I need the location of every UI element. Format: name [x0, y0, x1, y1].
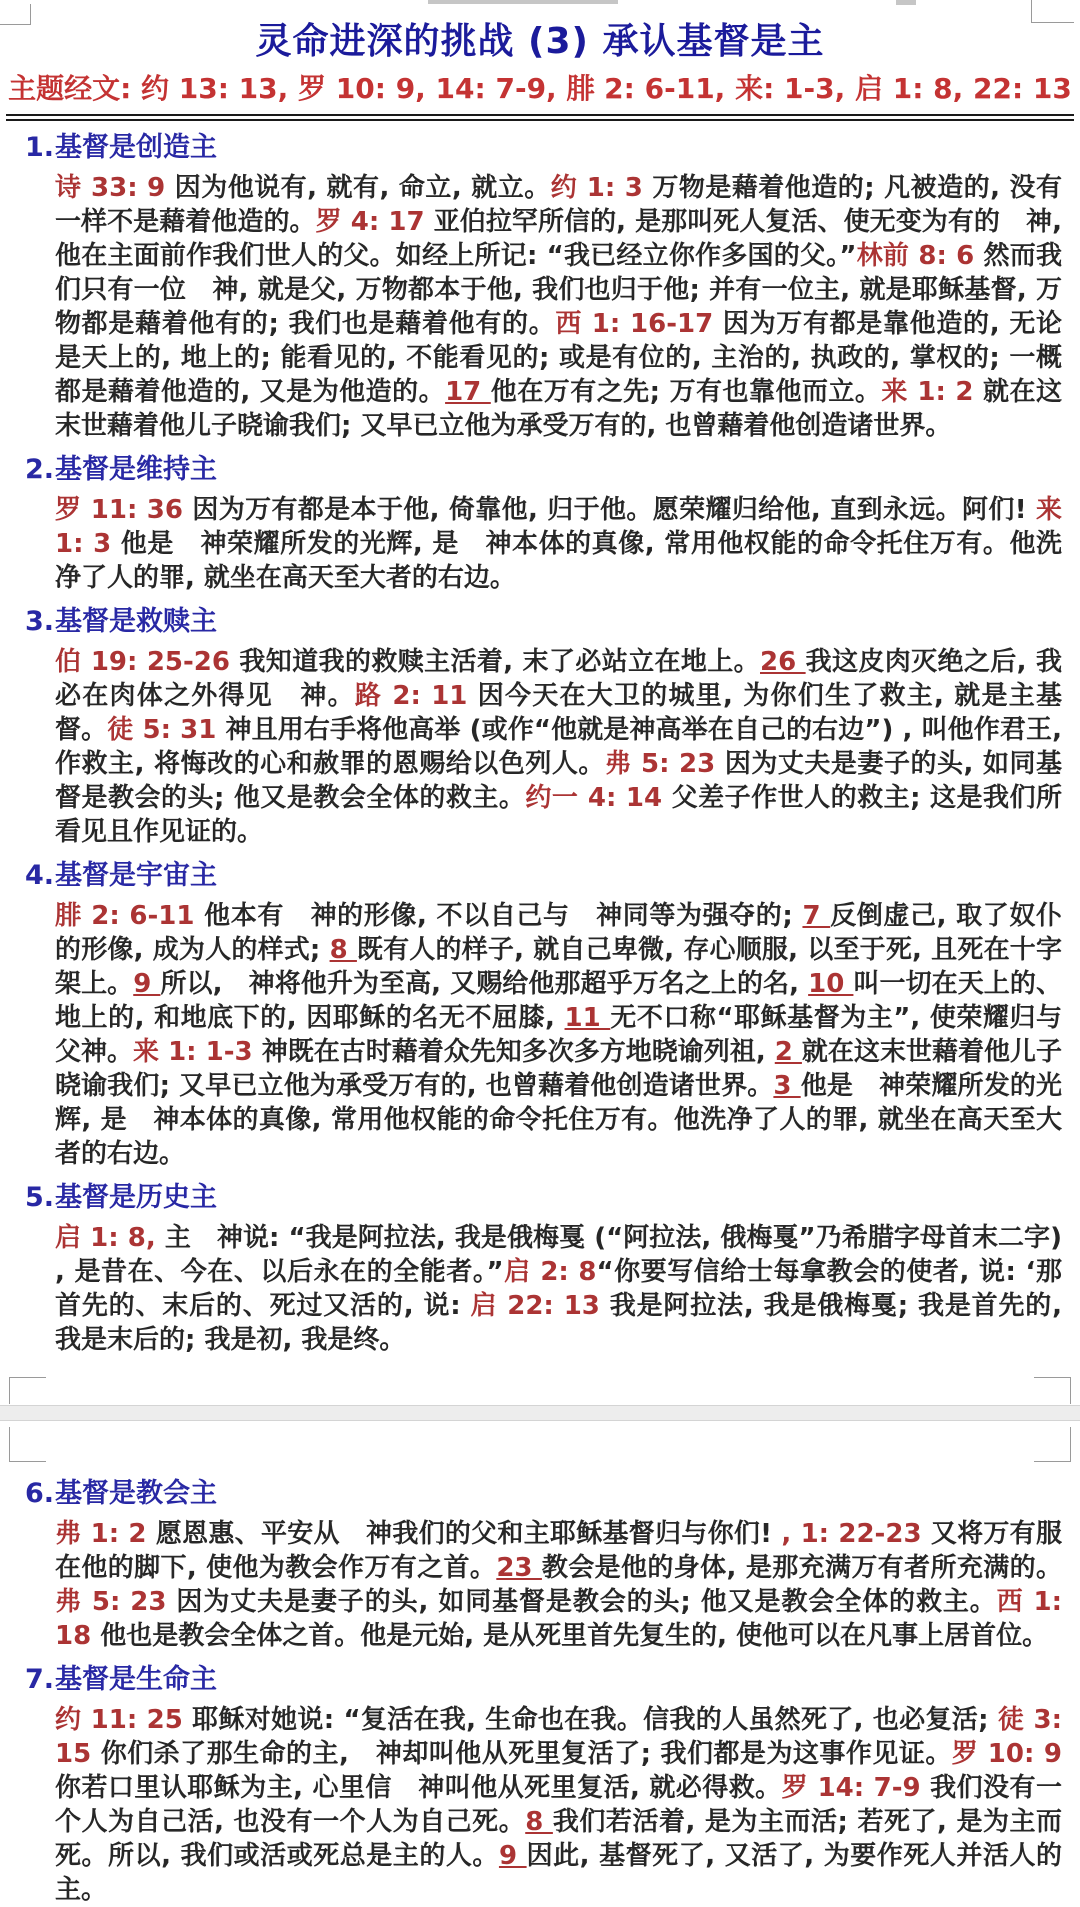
scripture-reference: 林前 8: 6 — [856, 241, 984, 271]
verse-text: 因为万有都是本于他, 倚靠他, 归于他。愿荣耀归给他, 直到永远。阿们! — [192, 495, 1036, 525]
section-heading-text: 基督是宇宙主 — [55, 860, 217, 891]
page-title: 灵命进深的挑战 (3) 承认基督是主 — [255, 21, 825, 62]
verse-text: 亚伯拉罕所信的, 是那叫死人复活、使无变为有的 神, 他在主面前作我们世人的父。如经上所记: “我已经立你作多国的父。” — [55, 207, 1062, 271]
verse-text: “你要写信给士每拿教会的使者, 说: ‘那首先的、末后的、死过又活的, 说: — [55, 1257, 1062, 1321]
verse-text: 他是 神荣耀所发的光辉, 是 神本体的真像, 常用他权能的命令托住万有。他洗净了人的罪, 就坐在高天至大者的右边。 — [55, 529, 1063, 593]
verse-number: 8 — [329, 935, 357, 965]
page-top-edge-strip — [896, 0, 916, 5]
page-break — [0, 1371, 1080, 1467]
scripture-reference: 约 11: 25 — [55, 1705, 193, 1735]
section-heading-text: 基督是创造主 — [55, 132, 217, 163]
verse-text: 万物是藉着他造的; 凡被造的, 没有一样不是藉着他造的。 — [55, 173, 1062, 237]
document-page1-body — [0, 133, 1080, 1357]
scripture-reference: 约 1: 3 — [550, 173, 653, 203]
verse-text: 神且用右手将他高举 (或作“他就是神高举在自己的右边”) , 叫他作君王, 作救主, 将悔改的心和赦罪的恩赐给以色列人。 — [55, 715, 1063, 779]
verse-text: 所以, 神将他升为至高, 又赐给他那超乎万名之上的名, — [160, 969, 809, 999]
section-heading — [25, 607, 1080, 637]
verse-text: 因此, 基督死了, 又活了, 为要作死人并活人的主。 — [55, 1841, 1062, 1905]
verse-text: 我这皮肉灭绝之后, 我必在肉体之外得见 神。 — [55, 647, 1062, 711]
scripture-reference: 伯 19: 25-26 — [55, 647, 240, 677]
verse-text: 你若口里认耶稣为主, 心里信 神叫他从死里复活, 就必得救。 — [55, 1773, 782, 1803]
section-number: 4. — [25, 860, 55, 891]
page-gap-band — [0, 1405, 1080, 1421]
section-number: 7. — [25, 1664, 55, 1695]
scripture-reference: 启 22: 13 — [470, 1291, 610, 1321]
scripture-reference: 启 2: 8 — [503, 1257, 597, 1287]
section-heading-text: 基督是生命主 — [55, 1664, 217, 1695]
verse-text: 既有人的样子, 就自己卑微, 存心顺服, 以至于死, 且死在十字架上。 — [55, 935, 1062, 999]
double-rule-divider — [6, 114, 1074, 121]
scripture-reference: 来 1: 3 — [55, 495, 1063, 559]
scripture-reference: 罗 10: 9 — [951, 1739, 1063, 1769]
page1-top-right-margin-mark — [1031, 0, 1074, 23]
verse-text: 我是阿拉法, 我是俄梅戛; 我是首先的, 我是末后的; 我是初, 我是终。 — [55, 1291, 1062, 1355]
scripture-reference: 罗 4: 17 — [315, 207, 434, 237]
section-3 — [0, 607, 1080, 849]
verse-text: 我们没有一个人为自己活, 也没有一个人为自己死。 — [55, 1773, 1062, 1837]
verse-number: 2 — [774, 1037, 802, 1067]
section-heading — [25, 1479, 1080, 1509]
page1-bottom-left-margin-mark — [9, 1377, 46, 1404]
section-number: 1. — [25, 132, 55, 163]
section-heading — [25, 861, 1080, 891]
scripture-reference: 西 1: 18 — [55, 1587, 1062, 1651]
section-5 — [0, 1183, 1080, 1357]
scripture-reference: 启 1: 8, — [55, 1223, 165, 1253]
scripture-reference: 弗 5: 23 — [55, 1587, 177, 1617]
verse-text: 然而我们只有一位 神, 就是父, 万物都本于他, 我们也归于他; 并有一位主, 就是耶稣基督, 万物都是藉着他有的; 我们也是藉着他有的。 — [55, 241, 1062, 339]
verse-text: 你们杀了那生命的主, 神却叫他从死里复活了; 我们都是为这事作见证。 — [100, 1739, 952, 1769]
verse-text: 我们若活着, 是为主而活; 若死了, 是为主而死。所以, 我们或活或死总是主的人。 — [55, 1807, 1062, 1871]
section-paragraph — [55, 493, 1062, 595]
section-number: 5. — [25, 1182, 55, 1213]
verse-text: 教会是他的身体, 是那充满万有者所充满的。 — [541, 1553, 1062, 1583]
section-heading-text: 基督是维持主 — [55, 454, 217, 485]
verse-text: 他也是教会全体之首。他是元始, 是从死里首先复生的, 使他可以在凡事上居首位。 — [100, 1621, 1049, 1651]
verse-number: 8 — [525, 1807, 553, 1837]
section-2 — [0, 455, 1080, 595]
verse-number: 3 — [773, 1071, 801, 1101]
verse-text: 父差子作世人的救主; 这是我们所看见且作见证的。 — [55, 783, 1063, 847]
verse-text: 主 神说: “我是阿拉法, 我是俄梅戛 (“阿拉法, 俄梅戛”乃希腊字母首末二字) , 是昔在、今在、以后永在的全能者。” — [55, 1223, 1062, 1287]
page1-top-left-margin-mark — [0, 4, 31, 25]
verse-number: 17 — [445, 377, 491, 407]
scripture-reference: 罗 14: 7-9 — [781, 1773, 931, 1803]
section-heading-text: 基督是历史主 — [55, 1182, 217, 1213]
verse-text: 因为丈夫是妻子的头, 如同基督是教会的头; 他又是教会全体的救主。 — [55, 749, 1063, 813]
document-page2-body — [0, 1479, 1080, 1907]
verse-text: 耶稣对她说: “复活在我, 生命也在我。信我的人虽然死了, 也必复活; — [192, 1705, 998, 1735]
section-6 — [0, 1479, 1080, 1653]
page-top-edge-strip — [428, 0, 618, 4]
section-paragraph — [55, 1221, 1062, 1357]
section-heading — [25, 1665, 1080, 1695]
scripture-reference: 弗 1: 2 — [55, 1519, 156, 1549]
scripture-reference: 腓 2: 6-11 — [55, 901, 205, 931]
verse-text: 就在这末世藉着他儿子晓谕我们; 又早已立他为承受万有的, 也曾藉着他创造诸世界。 — [55, 1037, 1062, 1101]
section-paragraph — [55, 899, 1062, 1171]
scripture-reference: 约一 4: 14 — [525, 783, 672, 813]
verse-number: 10 — [808, 969, 854, 999]
verse-text: 他是 神荣耀所发的光辉, 是 神本体的真像, 常用他权能的命令托住万有。他洗净了人的罪, 就坐在高天至大者的右边。 — [55, 1071, 1062, 1169]
scripture-reference: 徒 5: 31 — [107, 715, 226, 745]
section-paragraph — [55, 171, 1062, 443]
section-heading — [25, 1183, 1080, 1213]
verse-text: 愿恩惠、平安从 神我们的父和主耶稣基督归与你们! — [155, 1519, 782, 1549]
section-number: 6. — [25, 1478, 55, 1509]
verse-text: 因为他说有, 就有, 命立, 就立。 — [174, 173, 551, 203]
verse-number: 23 — [496, 1553, 542, 1583]
verse-text: 就在这末世藉着他儿子晓谕我们; 又早已立他为承受万有的, 也曾藉着他创造诸世界。 — [55, 377, 1062, 441]
section-heading — [25, 455, 1080, 485]
section-heading — [25, 133, 1080, 163]
verse-number: 9 — [133, 969, 161, 999]
verse-text: 叫一切在天上的、地上的, 和地底下的, 因耶稣的名无不屈膝, — [55, 969, 1062, 1033]
scripture-reference: 诗 33: 9 — [55, 173, 175, 203]
section-number: 2. — [25, 454, 55, 485]
verse-text: 他本有 神的形像, 不以自己与 神同等为强夺的; — [204, 901, 803, 931]
section-paragraph — [55, 645, 1062, 849]
verse-text: 他在万有之先; 万有也靠他而立。 — [490, 377, 882, 407]
scripture-reference: , 1: 22-23 — [781, 1519, 931, 1549]
document-header — [0, 0, 1080, 121]
scripture-reference: 来 1: 1-3 — [133, 1037, 262, 1067]
page2-top-right-margin-mark — [1034, 1427, 1071, 1462]
theme-scripture-line: 主题经文: 约 13: 13, 罗 10: 9, 14: 7-9, 腓 2: 6-11, 来: 1-3, 启 1: 8, 22: 13 — [8, 72, 1072, 105]
verse-number: 7 — [802, 901, 831, 931]
section-7 — [0, 1665, 1080, 1907]
scripture-reference: 路 2: 11 — [354, 681, 478, 711]
verse-text: 又将万有服在他的脚下, 使他为教会作万有之首。 — [55, 1519, 1062, 1583]
verse-text: 我知道我的救赎主活着, 末了必站立在地上。 — [239, 647, 760, 677]
page2-top-left-margin-mark — [9, 1427, 46, 1462]
scripture-reference: 弗 5: 23 — [604, 749, 725, 779]
page1-bottom-right-margin-mark — [1034, 1377, 1071, 1404]
scripture-reference: 罗 11: 36 — [55, 495, 193, 525]
section-4 — [0, 861, 1080, 1171]
verse-text: 因为万有都是靠他造的, 无论是天上的, 地上的; 能看见的, 不能看见的; 或是有位的, 主治的, 执政的, 掌权的; 一概都是藉着他造的, 又是为他造的。 — [55, 309, 1062, 407]
verse-number: 9 — [498, 1841, 527, 1871]
section-heading-text: 基督是救赎主 — [55, 606, 217, 637]
verse-number: 26 — [760, 647, 806, 677]
section-heading-text: 基督是教会主 — [55, 1478, 217, 1509]
scripture-reference: 徒 3: 15 — [55, 1705, 1062, 1769]
section-number: 3. — [25, 606, 55, 637]
verse-text: 反倒虚己, 取了奴仆的形像, 成为人的样式; — [55, 901, 1062, 965]
verse-text: 因今天在大卫的城里, 为你们生了救主, 就是主基督。 — [55, 681, 1062, 745]
section-paragraph — [55, 1517, 1062, 1653]
verse-text: 神既在古时藉着众先知多次多方地晓谕列祖, — [261, 1037, 775, 1067]
scripture-reference: 西 1: 16-17 — [555, 309, 723, 339]
verse-text: 无不口称“耶稣基督为主”, 使荣耀归与父神。 — [55, 1003, 1063, 1067]
section-paragraph — [55, 1703, 1062, 1907]
section-1 — [0, 133, 1080, 443]
verse-text: 因为丈夫是妻子的头, 如同基督是教会的头; 他又是教会全体的救主。 — [176, 1587, 997, 1617]
verse-number: 11 — [564, 1003, 611, 1033]
scripture-reference: 来 1: 2 — [881, 377, 984, 407]
